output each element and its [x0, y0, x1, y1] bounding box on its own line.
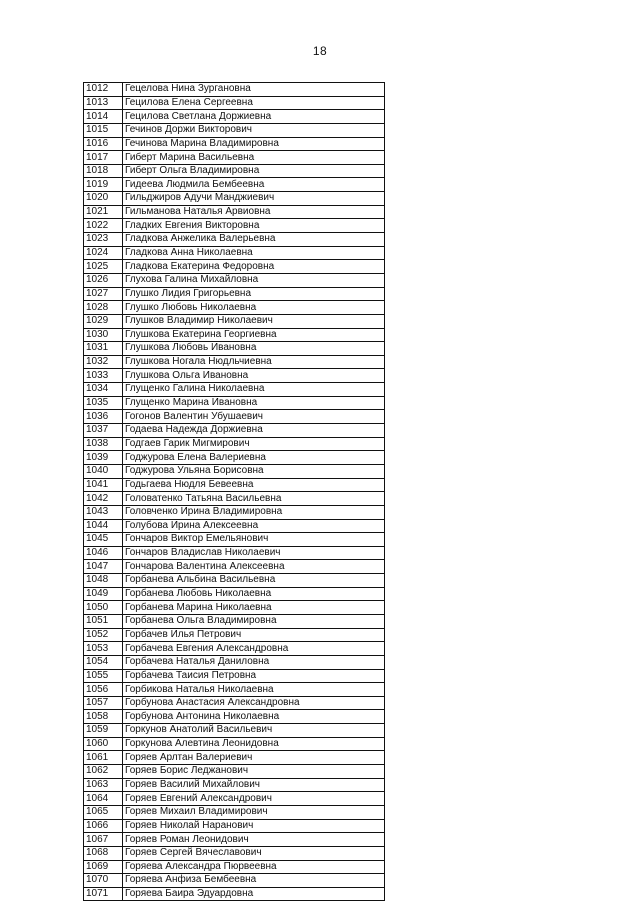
full-name-cell: Глухова Галина Михайловна: [123, 273, 385, 287]
table-row: [84, 737, 385, 751]
full-name-cell: Гильманова Наталья Арвиовна: [123, 205, 385, 219]
full-name-cell: Горбунова Антонина Николаевна: [123, 710, 385, 724]
full-name-cell: Гиберт Марина Васильевна: [123, 151, 385, 165]
row-number-cell: 1018: [84, 164, 123, 178]
full-name-cell: Горяев Сергей Вячеславович: [123, 846, 385, 860]
table-row: [84, 314, 385, 328]
full-name-cell: Гогонов Валентин Убушаевич: [123, 410, 385, 424]
full-name-cell: Гладкова Анжелика Валерьевна: [123, 233, 385, 247]
table-row: [84, 683, 385, 697]
full-name-cell: Горяев Арлтан Валериевич: [123, 751, 385, 765]
full-name-cell: Горяев Роман Леонидович: [123, 833, 385, 847]
row-number-cell: 1016: [84, 137, 123, 151]
full-name-cell: Гладких Евгения Викторовна: [123, 219, 385, 233]
full-name-cell: Горбачева Евгения Александровна: [123, 642, 385, 656]
row-number-cell: 1060: [84, 737, 123, 751]
row-number-cell: 1026: [84, 273, 123, 287]
table-row: [84, 492, 385, 506]
table-row: [84, 437, 385, 451]
full-name-cell: Гиберт Ольга Владимировна: [123, 164, 385, 178]
row-number-cell: 1051: [84, 614, 123, 628]
row-number-cell: 1017: [84, 151, 123, 165]
table-row: [84, 233, 385, 247]
table-row: [84, 574, 385, 588]
row-number-cell: 1036: [84, 410, 123, 424]
table-row: [84, 533, 385, 547]
row-number-cell: 1014: [84, 110, 123, 124]
full-name-cell: Глушкова Екатерина Георгиевна: [123, 328, 385, 342]
row-number-cell: 1059: [84, 724, 123, 738]
table-row: [84, 765, 385, 779]
full-name-cell: Гончарова Валентина Алексеевна: [123, 560, 385, 574]
table-row: [84, 96, 385, 110]
full-name-cell: Горяева Баира Эдуардовна: [123, 887, 385, 901]
full-name-cell: Годаева Надежда Доржиевна: [123, 424, 385, 438]
row-number-cell: 1061: [84, 751, 123, 765]
full-name-cell: Глушко Лидия Григорьевна: [123, 287, 385, 301]
table-row: [84, 642, 385, 656]
table-row: [84, 505, 385, 519]
table-row: [84, 846, 385, 860]
table-row: [84, 560, 385, 574]
page-number: 18: [312, 44, 328, 58]
row-number-cell: 1035: [84, 396, 123, 410]
full-name-cell: Горбанева Альбина Васильевна: [123, 574, 385, 588]
table-row: [84, 355, 385, 369]
table-row: [84, 396, 385, 410]
table-row: [84, 383, 385, 397]
row-number-cell: 1052: [84, 628, 123, 642]
row-number-cell: 1058: [84, 710, 123, 724]
full-name-cell: Горяева Александра Пюрвеевна: [123, 860, 385, 874]
row-number-cell: 1046: [84, 546, 123, 560]
row-number-cell: 1013: [84, 96, 123, 110]
row-number-cell: 1071: [84, 887, 123, 901]
table-row: [84, 792, 385, 806]
full-name-cell: Годьгаева Нюдля Бевеевна: [123, 478, 385, 492]
table-row: [84, 424, 385, 438]
table-row: [84, 205, 385, 219]
full-name-cell: Горбикова Наталья Николаевна: [123, 683, 385, 697]
row-number-cell: 1064: [84, 792, 123, 806]
full-name-cell: Гладкова Анна Николаевна: [123, 246, 385, 260]
table-row: [84, 260, 385, 274]
table-row: [84, 151, 385, 165]
table-row: [84, 710, 385, 724]
row-number-cell: 1065: [84, 805, 123, 819]
full-name-cell: Гецелова Нина Зургановна: [123, 83, 385, 97]
full-name-cell: Гечинов Доржи Викторович: [123, 123, 385, 137]
table-row: [84, 519, 385, 533]
full-name-cell: Головченко Ирина Владимировна: [123, 505, 385, 519]
full-name-cell: Горбачева Наталья Даниловна: [123, 655, 385, 669]
row-number-cell: 1069: [84, 860, 123, 874]
table-row: [84, 410, 385, 424]
table-row: [84, 887, 385, 901]
full-name-cell: Глущенко Марина Ивановна: [123, 396, 385, 410]
full-name-cell: Годгаев Гарик Мигмирович: [123, 437, 385, 451]
roster-table-body: [84, 83, 385, 901]
full-name-cell: Горяев Василий Михайлович: [123, 778, 385, 792]
row-number-cell: 1067: [84, 833, 123, 847]
row-number-cell: 1015: [84, 123, 123, 137]
full-name-cell: Гецилова Елена Сергеевна: [123, 96, 385, 110]
table-row: [84, 833, 385, 847]
row-number-cell: 1031: [84, 342, 123, 356]
row-number-cell: 1029: [84, 314, 123, 328]
row-number-cell: 1040: [84, 464, 123, 478]
full-name-cell: Гильджиров Адучи Манджиевич: [123, 192, 385, 206]
row-number-cell: 1063: [84, 778, 123, 792]
full-name-cell: Горбанева Марина Николаевна: [123, 601, 385, 615]
full-name-cell: Глушков Владимир Николаевич: [123, 314, 385, 328]
row-number-cell: 1012: [84, 83, 123, 97]
full-name-cell: Гладкова Екатерина Федоровна: [123, 260, 385, 274]
table-row: [84, 655, 385, 669]
row-number-cell: 1044: [84, 519, 123, 533]
row-number-cell: 1042: [84, 492, 123, 506]
row-number-cell: 1048: [84, 574, 123, 588]
table-row: [84, 601, 385, 615]
table-row: [84, 669, 385, 683]
row-number-cell: 1020: [84, 192, 123, 206]
row-number-cell: 1041: [84, 478, 123, 492]
full-name-cell: Гечинова Марина Владимировна: [123, 137, 385, 151]
table-row: [84, 751, 385, 765]
table-row: [84, 464, 385, 478]
full-name-cell: Горбанева Любовь Николаевна: [123, 587, 385, 601]
table-row: [84, 273, 385, 287]
full-name-cell: Глущенко Галина Николаевна: [123, 383, 385, 397]
table-row: [84, 219, 385, 233]
table-row: [84, 819, 385, 833]
full-name-cell: Голубова Ирина Алексеевна: [123, 519, 385, 533]
full-name-cell: Гецилова Светлана Доржиевна: [123, 110, 385, 124]
row-number-cell: 1050: [84, 601, 123, 615]
full-name-cell: Годжурова Елена Валериевна: [123, 451, 385, 465]
full-name-cell: Горкунова Алевтина Леонидовна: [123, 737, 385, 751]
row-number-cell: 1019: [84, 178, 123, 192]
table-row: [84, 178, 385, 192]
row-number-cell: 1053: [84, 642, 123, 656]
row-number-cell: 1066: [84, 819, 123, 833]
full-name-cell: Горбунова Анастасия Александровна: [123, 696, 385, 710]
table-row: [84, 478, 385, 492]
table-row: [84, 805, 385, 819]
table-row: [84, 778, 385, 792]
table-row: [84, 192, 385, 206]
table-row: [84, 614, 385, 628]
table-row: [84, 137, 385, 151]
row-number-cell: 1034: [84, 383, 123, 397]
row-number-cell: 1070: [84, 874, 123, 888]
table-row: [84, 287, 385, 301]
full-name-cell: Горяев Николай Наранович: [123, 819, 385, 833]
roster-table: [83, 82, 385, 901]
row-number-cell: 1028: [84, 301, 123, 315]
table-row: [84, 628, 385, 642]
row-number-cell: 1047: [84, 560, 123, 574]
full-name-cell: Глушко Любовь Николаевна: [123, 301, 385, 315]
full-name-cell: Горяев Евгений Александрович: [123, 792, 385, 806]
table-row: [84, 587, 385, 601]
row-number-cell: 1043: [84, 505, 123, 519]
row-number-cell: 1032: [84, 355, 123, 369]
table-row: [84, 123, 385, 137]
table-row: [84, 164, 385, 178]
row-number-cell: 1056: [84, 683, 123, 697]
row-number-cell: 1055: [84, 669, 123, 683]
table-row: [84, 246, 385, 260]
full-name-cell: Гончаров Владислав Николаевич: [123, 546, 385, 560]
row-number-cell: 1045: [84, 533, 123, 547]
row-number-cell: 1049: [84, 587, 123, 601]
row-number-cell: 1062: [84, 765, 123, 779]
row-number-cell: 1037: [84, 424, 123, 438]
full-name-cell: Гончаров Виктор Емельянович: [123, 533, 385, 547]
full-name-cell: Горяев Борис Леджанович: [123, 765, 385, 779]
row-number-cell: 1039: [84, 451, 123, 465]
row-number-cell: 1068: [84, 846, 123, 860]
row-number-cell: 1033: [84, 369, 123, 383]
table-row: [84, 860, 385, 874]
full-name-cell: Годжурова Ульяна Борисовна: [123, 464, 385, 478]
table-row: [84, 369, 385, 383]
table-row: [84, 110, 385, 124]
row-number-cell: 1057: [84, 696, 123, 710]
table-row: [84, 83, 385, 97]
full-name-cell: Горяев Михаил Владимирович: [123, 805, 385, 819]
row-number-cell: 1021: [84, 205, 123, 219]
full-name-cell: Глушкова Ольга Ивановна: [123, 369, 385, 383]
table-row: [84, 696, 385, 710]
full-name-cell: Горбачева Таисия Петровна: [123, 669, 385, 683]
table-row: [84, 342, 385, 356]
full-name-cell: Головатенко Татьяна Васильевна: [123, 492, 385, 506]
table-row: [84, 451, 385, 465]
table-row: [84, 328, 385, 342]
full-name-cell: Горкунов Анатолий Васильевич: [123, 724, 385, 738]
row-number-cell: 1038: [84, 437, 123, 451]
row-number-cell: 1022: [84, 219, 123, 233]
table-row: [84, 301, 385, 315]
row-number-cell: 1030: [84, 328, 123, 342]
full-name-cell: Горбанева Ольга Владимировна: [123, 614, 385, 628]
full-name-cell: Гидеева Людмила Бембеевна: [123, 178, 385, 192]
table-row: [84, 724, 385, 738]
row-number-cell: 1027: [84, 287, 123, 301]
full-name-cell: Глушкова Любовь Ивановна: [123, 342, 385, 356]
table-row: [84, 546, 385, 560]
full-name-cell: Горбачев Илья Петрович: [123, 628, 385, 642]
row-number-cell: 1023: [84, 233, 123, 247]
full-name-cell: Глушкова Ногала Нюдльчиевна: [123, 355, 385, 369]
row-number-cell: 1054: [84, 655, 123, 669]
table-row: [84, 874, 385, 888]
row-number-cell: 1025: [84, 260, 123, 274]
full-name-cell: Горяева Анфиза Бембеевна: [123, 874, 385, 888]
row-number-cell: 1024: [84, 246, 123, 260]
